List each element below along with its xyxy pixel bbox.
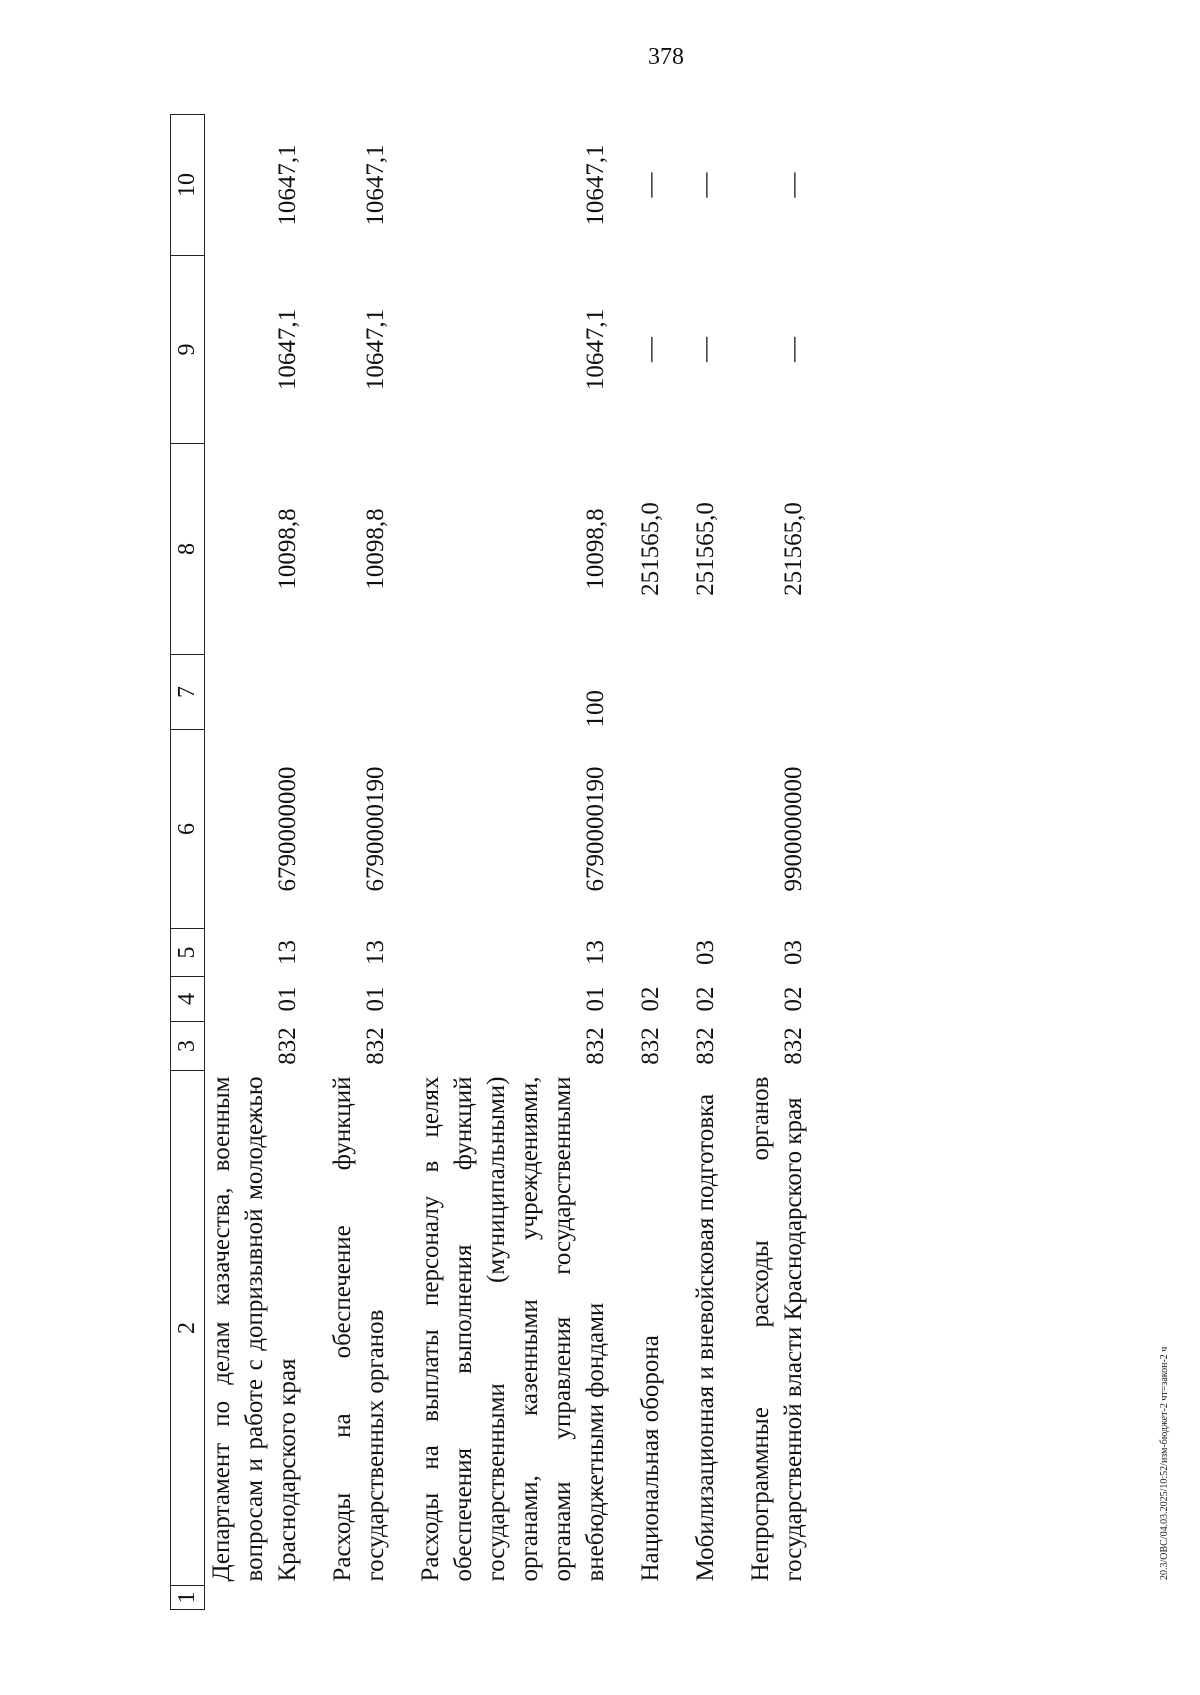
cell-col10: 10647,1: [274, 144, 301, 226]
cell-col9: 10647,1: [274, 308, 301, 391]
cell-col1: [205, 1586, 305, 1610]
budget-table: [170, 114, 810, 1610]
cell-col8: 10098,8: [582, 508, 609, 590]
cell-col7: [612, 655, 667, 730]
table-row: [304, 115, 392, 1610]
table-header-row: [171, 115, 205, 1610]
cell-col5: [612, 929, 667, 977]
cell-col9: —: [692, 337, 719, 362]
cell-col4: 02: [780, 986, 807, 1012]
header-col-3: 3: [171, 1022, 205, 1071]
table-row: [205, 115, 305, 1610]
header-col-6: 6: [171, 730, 205, 929]
cell-col1: [304, 1586, 392, 1610]
cell-col1: [722, 1586, 810, 1610]
cell-col8: 251565,0: [780, 502, 807, 596]
cell-col4: 01: [582, 986, 609, 1012]
header-col-9: 9: [171, 256, 205, 444]
header-col-5: 5: [171, 929, 205, 977]
cell-col10: 10647,1: [362, 144, 389, 226]
cell-col8: 251565,0: [692, 502, 719, 596]
cell-col3: 832: [637, 1027, 664, 1065]
cell-description: Расходы на выплаты персоналу в целях обеспечения выполнения функций государственными (муниципальными) органами, казенными учреждениями, органами управления государственными внебюджетными фондами: [417, 1076, 609, 1582]
table-row: [392, 115, 612, 1610]
header-col-7: 7: [171, 655, 205, 730]
cell-col4: 02: [637, 986, 664, 1012]
cell-col1: [612, 1586, 667, 1610]
table-row: [667, 115, 722, 1610]
cell-col9: 10647,1: [582, 308, 609, 391]
cell-col10: —: [780, 172, 807, 198]
cell-description: Национальная оборона: [637, 1335, 664, 1582]
cell-col9: 10647,1: [362, 308, 389, 391]
cell-description: Расходы на обеспечение функций государственных органов: [329, 1076, 389, 1582]
cell-col1: [667, 1586, 722, 1610]
header-col-10: 10: [171, 115, 205, 256]
cell-col5: 13: [362, 940, 389, 965]
cell-col8: 10098,8: [274, 508, 301, 590]
header-col-2: 2: [171, 1071, 205, 1586]
cell-description: Департамент по делам казачества, военным вопросам и работе с допризывной молодежью Краснодарского края: [208, 1076, 301, 1582]
cell-col7: [304, 655, 392, 730]
table-row: [612, 115, 667, 1610]
cell-col3: 832: [780, 1027, 807, 1065]
cell-col7: [205, 655, 305, 730]
cell-description: Мобилизационная и вневойсковая подготовка: [692, 1093, 719, 1582]
cell-col5: 13: [274, 940, 301, 965]
cell-col6: 9900000000: [780, 766, 807, 892]
cell-col8: 251565,0: [637, 502, 664, 596]
cell-col10: 10647,1: [582, 144, 609, 226]
cell-col6: 6790000000: [274, 766, 301, 892]
cell-col8: 10098,8: [362, 508, 389, 590]
cell-col3: 832: [582, 1027, 609, 1065]
cell-col10: —: [637, 172, 664, 198]
cell-col10: —: [692, 172, 719, 198]
cell-col1: [392, 1586, 612, 1610]
cell-col9: —: [780, 337, 807, 362]
cell-col6: [667, 730, 722, 929]
page-number: 378: [648, 44, 684, 70]
cell-col3: 832: [274, 1027, 301, 1065]
header-col-8: 8: [171, 444, 205, 655]
cell-col6: [612, 730, 667, 929]
cell-col5: 03: [692, 940, 719, 965]
cell-description: Непрограммные расходы органов государственной власти Краснодарского края: [747, 1076, 807, 1582]
cell-col7: 100: [582, 690, 609, 728]
footer-code: 20.3/ОВС/04.03.2025/10:52/изм-бюджет-2 чт=закон-2 ч: [1159, 1346, 1170, 1580]
cell-col4: 01: [274, 986, 301, 1012]
cell-col7: [667, 655, 722, 730]
cell-col4: 01: [362, 986, 389, 1012]
cell-col6: 6790000190: [362, 766, 389, 892]
cell-col4: 02: [692, 986, 719, 1012]
cell-col9: —: [637, 337, 664, 362]
table-row: [722, 115, 810, 1610]
rotated-table-container: [170, 115, 1050, 1610]
cell-col5: 13: [582, 940, 609, 965]
cell-col3: 832: [692, 1027, 719, 1065]
cell-col3: 832: [362, 1027, 389, 1065]
cell-col7: [722, 655, 810, 730]
header-col-4: 4: [171, 977, 205, 1022]
header-col-1: 1: [171, 1586, 205, 1610]
cell-col5: 03: [780, 940, 807, 965]
cell-col6: 6790000190: [582, 766, 609, 892]
